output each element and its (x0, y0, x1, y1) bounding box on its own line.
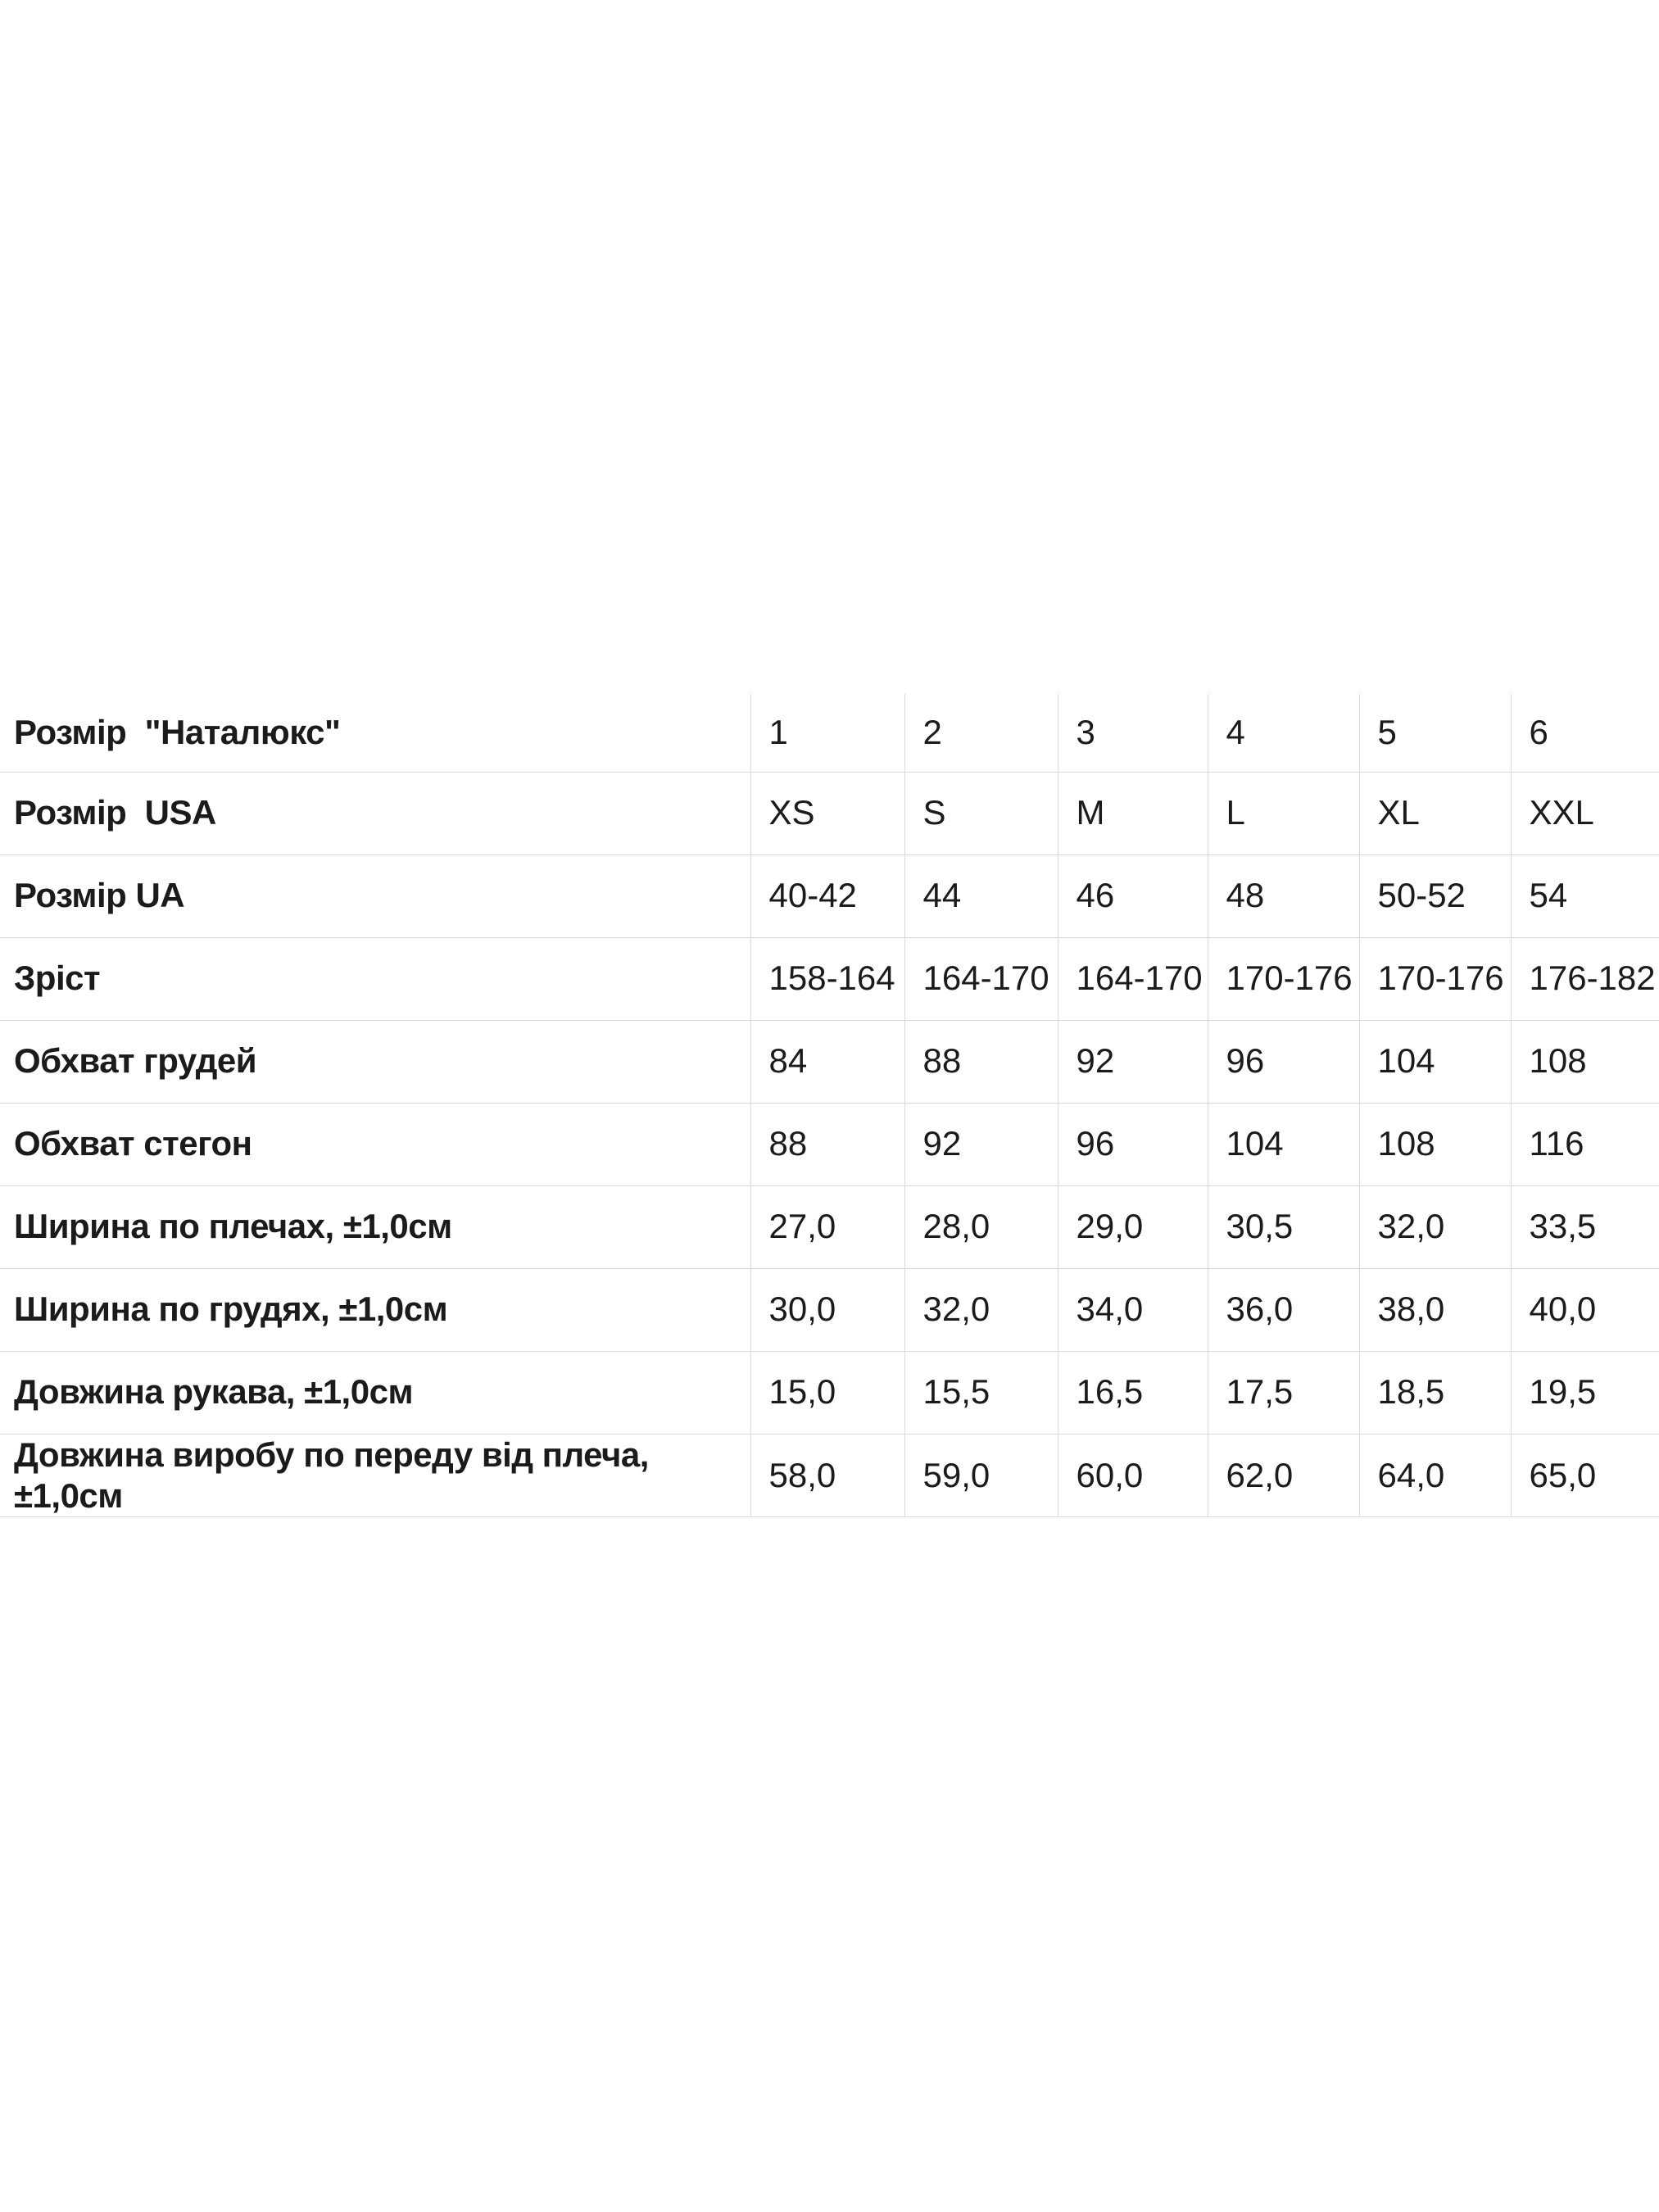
size-value: 158-164 (750, 937, 904, 1020)
size-value: 32,0 (904, 1268, 1058, 1351)
size-value: 15,0 (750, 1351, 904, 1434)
size-value: 62,0 (1208, 1434, 1359, 1517)
table-row (0, 1268, 1659, 1351)
size-value: 59,0 (904, 1434, 1058, 1517)
row-label: Розмір UA (0, 854, 750, 937)
size-value: 58,0 (750, 1434, 904, 1517)
size-value: 88 (750, 1103, 904, 1185)
size-value: 104 (1208, 1103, 1359, 1185)
size-value: 40,0 (1511, 1268, 1659, 1351)
row-label: Ширина по грудях, ±1,0см (0, 1268, 750, 1351)
size-value: 60,0 (1058, 1434, 1208, 1517)
row-label: Розмір USA (0, 772, 750, 854)
size-value: 108 (1511, 1020, 1659, 1103)
size-value: 40-42 (750, 854, 904, 937)
size-value: 1 (750, 694, 904, 772)
size-value: 164-170 (1058, 937, 1208, 1020)
size-value: 108 (1359, 1103, 1511, 1185)
size-value: 30,0 (750, 1268, 904, 1351)
size-value: 17,5 (1208, 1351, 1359, 1434)
size-value: XL (1359, 772, 1511, 854)
size-value: 116 (1511, 1103, 1659, 1185)
size-value: M (1058, 772, 1208, 854)
size-chart-section (0, 694, 1659, 1517)
table-row (0, 1434, 1659, 1517)
table-row (0, 772, 1659, 854)
size-value: 33,5 (1511, 1185, 1659, 1268)
size-value: 38,0 (1359, 1268, 1511, 1351)
size-value: 3 (1058, 694, 1208, 772)
row-label: Ширина по плечах, ±1,0см (0, 1185, 750, 1268)
size-chart-table (0, 694, 1659, 1517)
size-value: 96 (1058, 1103, 1208, 1185)
size-value: 50-52 (1359, 854, 1511, 937)
size-value: 34,0 (1058, 1268, 1208, 1351)
row-label: Довжина рукава, ±1,0см (0, 1351, 750, 1434)
table-row (0, 854, 1659, 937)
size-value: 164-170 (904, 937, 1058, 1020)
size-value: L (1208, 772, 1359, 854)
size-value: 46 (1058, 854, 1208, 937)
table-row (0, 1185, 1659, 1268)
size-value: 104 (1359, 1020, 1511, 1103)
size-value: 65,0 (1511, 1434, 1659, 1517)
table-row (0, 694, 1659, 772)
table-row (0, 1351, 1659, 1434)
row-label: Обхват грудей (0, 1020, 750, 1103)
size-value: 36,0 (1208, 1268, 1359, 1351)
size-value: 92 (904, 1103, 1058, 1185)
size-value: 96 (1208, 1020, 1359, 1103)
size-value: 29,0 (1058, 1185, 1208, 1268)
size-value: XXL (1511, 772, 1659, 854)
size-value: 2 (904, 694, 1058, 772)
table-row (0, 1103, 1659, 1185)
size-value: 28,0 (904, 1185, 1058, 1268)
row-label: Довжина виробу по переду від плеча, ±1,0см (0, 1434, 750, 1517)
size-value: 27,0 (750, 1185, 904, 1268)
size-value: S (904, 772, 1058, 854)
size-value: 5 (1359, 694, 1511, 772)
size-value: 30,5 (1208, 1185, 1359, 1268)
table-row (0, 1020, 1659, 1103)
size-value: 84 (750, 1020, 904, 1103)
row-label: Обхват стегон (0, 1103, 750, 1185)
size-value: 64,0 (1359, 1434, 1511, 1517)
size-value: 44 (904, 854, 1058, 937)
size-value: 170-176 (1359, 937, 1511, 1020)
size-value: 170-176 (1208, 937, 1359, 1020)
size-value: 88 (904, 1020, 1058, 1103)
size-chart-body (0, 694, 1659, 1517)
size-value: 54 (1511, 854, 1659, 937)
size-value: 48 (1208, 854, 1359, 937)
size-value: 6 (1511, 694, 1659, 772)
size-value: XS (750, 772, 904, 854)
size-value: 16,5 (1058, 1351, 1208, 1434)
size-value: 18,5 (1359, 1351, 1511, 1434)
row-label: Розмір "Наталюкс" (0, 694, 750, 772)
row-label: Зріст (0, 937, 750, 1020)
size-value: 15,5 (904, 1351, 1058, 1434)
size-value: 92 (1058, 1020, 1208, 1103)
size-value: 32,0 (1359, 1185, 1511, 1268)
size-value: 4 (1208, 694, 1359, 772)
size-value: 176-182 (1511, 937, 1659, 1020)
size-value: 19,5 (1511, 1351, 1659, 1434)
table-row (0, 937, 1659, 1020)
